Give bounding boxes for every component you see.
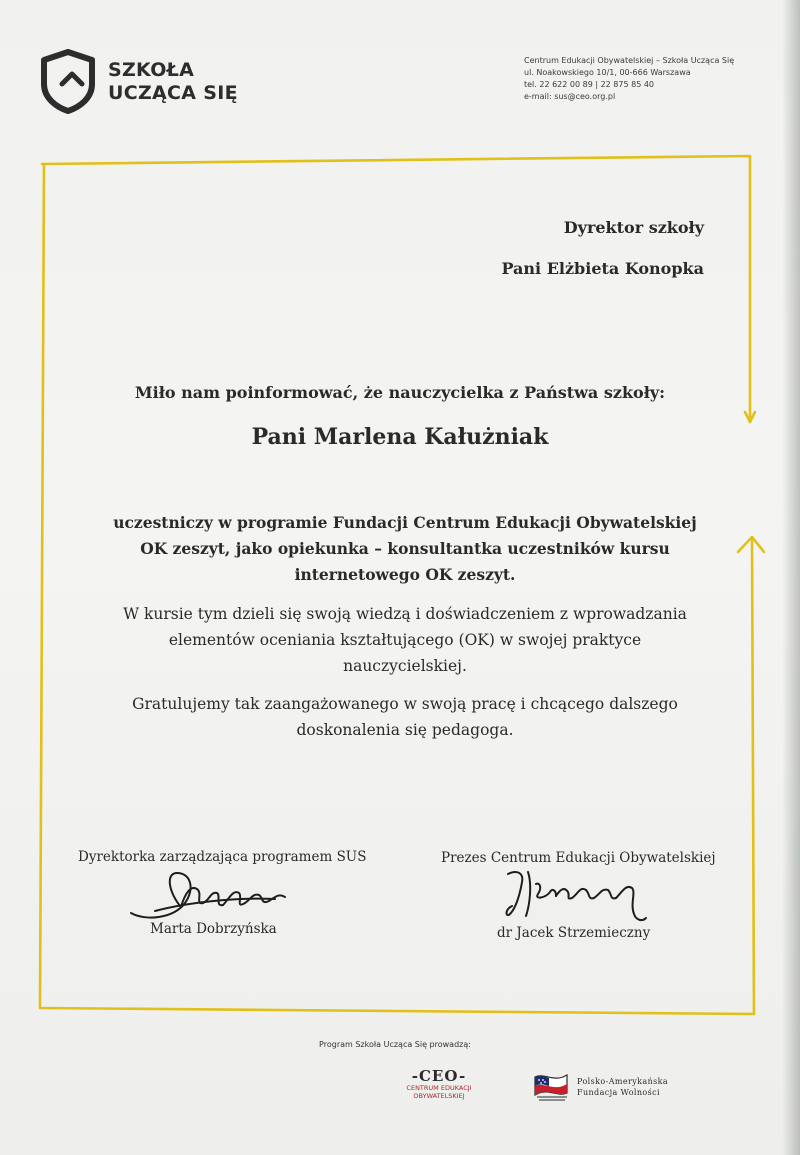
paragraph-line: elementów oceniania kształtującego (OK) w swojej praktyce bbox=[168, 631, 642, 649]
contact-line-organization: Centrum Edukacji Obywatelskiej – Szkoła Ucząca Się bbox=[524, 56, 735, 65]
paragraph-congratulations bbox=[90, 691, 720, 743]
logo-text-line2: UCZĄCA SIĘ bbox=[108, 82, 238, 104]
paragraph-line: uczestniczy w programie Fundacji Centrum Edukacji Obywatelskiej bbox=[113, 513, 697, 532]
paragraph-participation bbox=[90, 510, 720, 588]
ceo-logo-subtitle-line2: OBYWATELSKIEJ bbox=[413, 1092, 465, 1100]
paragraph-course bbox=[90, 601, 720, 679]
right-signatory-role: Prezes Centrum Edukacji Obywatelskiej bbox=[441, 850, 716, 866]
left-signatory-name: Marta Dobrzyńska bbox=[150, 921, 277, 937]
ceo-logo bbox=[394, 1068, 484, 1110]
contact-line-email: e-mail: sus@ceo.org.pl bbox=[524, 92, 616, 101]
left-handwritten-signature bbox=[125, 863, 295, 923]
recipient-name: Pani Elżbieta Konopka bbox=[501, 259, 704, 278]
frame-top-right-edge bbox=[42, 156, 750, 420]
paragraph-line: Gratulujemy tak zaangażowanego w swoją pracę i chcącego dalszego bbox=[132, 695, 678, 713]
pafw-logo bbox=[533, 1073, 733, 1103]
left-signatory-role: Dyrektorka zarządzająca programem SUS bbox=[78, 849, 367, 865]
ceo-logo-subtitle-line1: CENTRUM EDUKACJI bbox=[406, 1084, 472, 1092]
recipient-title: Dyrektor szkoły bbox=[563, 218, 704, 237]
ceo-logo-subtitle bbox=[394, 1084, 484, 1100]
ceo-logo-mark: -CEO- bbox=[411, 1067, 467, 1085]
flag-emblem-icon bbox=[533, 1073, 571, 1103]
intro-sentence: Miło nam poinformować, że nauczycielka z Państwa szkoły: bbox=[134, 383, 666, 402]
logo-text-line1: SZKOŁA bbox=[108, 59, 195, 81]
right-signatory-name: dr Jacek Strzemieczny bbox=[497, 925, 651, 941]
teacher-name: Pani Marlena Kałużniak bbox=[251, 424, 549, 450]
paragraph-line: nauczycielskiej. bbox=[343, 657, 467, 675]
footer-label: Program Szkoła Ucząca Się prowadzą: bbox=[319, 1040, 471, 1049]
pafw-logo-line2: Fundacja Wolności bbox=[577, 1088, 660, 1097]
right-handwritten-signature bbox=[502, 864, 652, 926]
pafw-logo-text bbox=[577, 1076, 668, 1098]
paragraph-line: OK zeszyt, jako opiekunka – konsultantka uczestników kursu bbox=[140, 539, 670, 558]
paragraph-line: W kursie tym dzieli się swoją wiedzą i doświadczeniem z wprowadzania bbox=[123, 605, 687, 623]
paragraph-line: doskonalenia się pedagoga. bbox=[296, 721, 514, 739]
contact-line-phone: tel. 22 622 00 89 | 22 875 85 40 bbox=[524, 80, 655, 89]
pafw-logo-line1: Polsko-Amerykańska bbox=[577, 1077, 669, 1086]
contact-line-address: ul. Noakowskiego 10/1, 00-666 Warszawa bbox=[524, 68, 691, 77]
paragraph-line: internetowego OK zeszyt. bbox=[294, 565, 516, 584]
